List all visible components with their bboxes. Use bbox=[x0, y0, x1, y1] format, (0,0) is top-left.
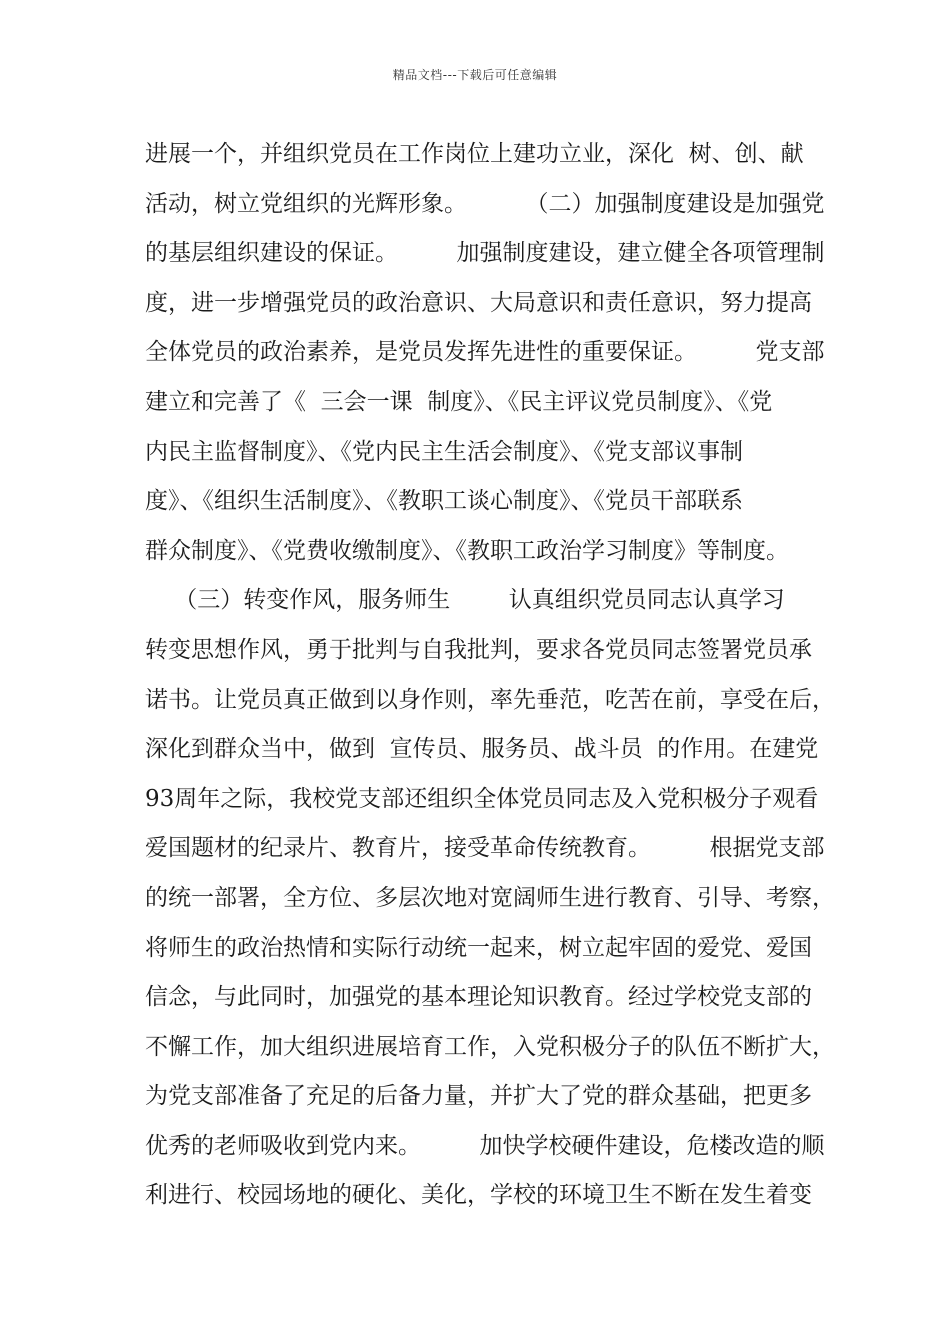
text-line: 的统一部署，全方位、多层次地对宽阔师生进行教育、引导、考察， bbox=[145, 884, 835, 911]
text-line: 转变思想作风，勇于批判与自我批判，要求各党员同志签署党员承 bbox=[145, 636, 812, 663]
text-line: 不懈工作，加大组织进展培育工作，入党积极分子的队伍不断扩大， bbox=[145, 1033, 835, 1060]
text-line: 全体党员的政治素养，是党员发挥先进性的重要保证。 党支部 bbox=[145, 339, 825, 366]
text-line: 信念，与此同时，加强党的基本理论知识教育。经过学校党支部的 bbox=[145, 984, 812, 1011]
text-line: （三）转变作风，服务师生 认真组织党员同志认真学习 bbox=[145, 587, 785, 614]
text-line: 进展一个，并组织党员在工作岗位上建功立业，深化 树、创、献 bbox=[145, 141, 804, 167]
text-line: 深化到群众当中，做到 宣传员、服务员、战斗员 的作用。在建党 bbox=[145, 736, 819, 763]
text-line: 为党支部准备了充足的后备力量，并扩大了党的群众基础，把更多 bbox=[145, 1083, 812, 1110]
text-line: 诺书。让党员真正做到以身作则，率先垂范，吃苦在前，享受在后， bbox=[145, 686, 835, 713]
text-line: 将师生的政治热情和实际行动统一起来，树立起牢固的爱党、爱国 bbox=[145, 934, 812, 961]
text-line: 利进行、校园场地的硬化、美化，学校的环境卫生不断在发生着变 bbox=[145, 1182, 812, 1209]
text-line: 爱国题材的纪录片、教育片，接受革命传统教育。 根据党支部 bbox=[145, 835, 825, 862]
text-line: 群众制度》、《党费收缴制度》、《教职工政治学习制度》等制度。 bbox=[145, 537, 789, 564]
text-line: 度》、《组织生活制度》、《教职工谈心制度》、《党员干部联系 bbox=[145, 488, 743, 515]
text-line: 93周年之际，我校党支部还组织全体党员同志及入党积极分子观看 bbox=[145, 785, 819, 812]
text-line: 内民主监督制度》、《党内民主生活会制度》、《党支部议事制 bbox=[145, 438, 743, 465]
text-line: 优秀的老师吸收到党内来。 加快学校硬件建设，危楼改造的顺 bbox=[145, 1132, 825, 1159]
page-header: 精品文档---下载后可任意编辑 bbox=[392, 68, 558, 82]
text-line: 建立和完善了《 三会一课 制度》、《民主评议党员制度》、《党 bbox=[145, 388, 773, 415]
text-line: 度，进一步增强党员的政治意识、大局意识和责任意识，努力提高 bbox=[145, 289, 812, 316]
text-line: 的基层组织建设的保证。 加强制度建设，建立健全各项管理制 bbox=[145, 240, 825, 267]
text-line: 活动，树立党组织的光辉形象。 （二）加强制度建设是加强党 bbox=[145, 190, 825, 217]
body-text bbox=[145, 130, 835, 1221]
